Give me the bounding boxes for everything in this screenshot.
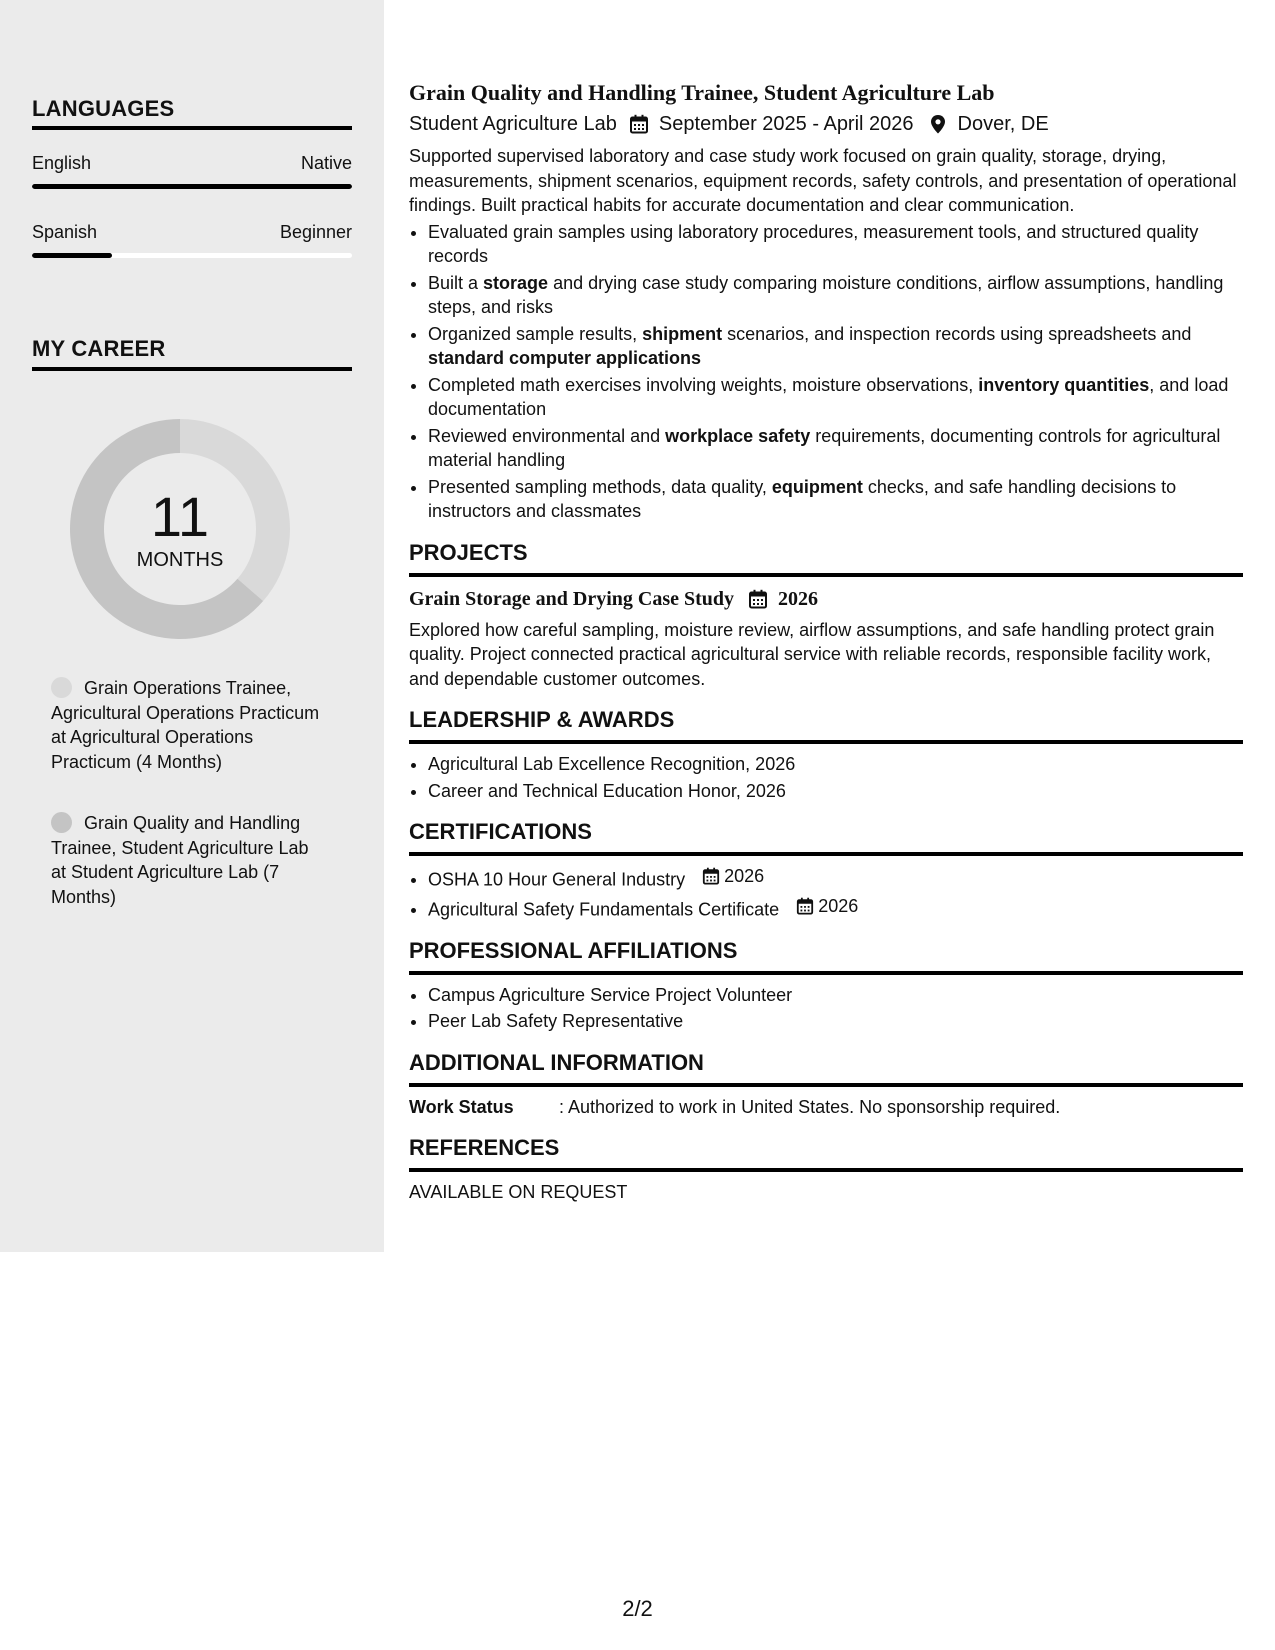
leadership-item: • Career and Technical Education Honor, 2026 [428,779,1243,804]
legend-dot-icon [51,677,72,698]
job-summary: Supported supervised laboratory and case study work focused on grain quality, storage, drying, measurements, shipment scenarios, equipment records, safety controls, and presentation of operational findings. Built practical habits for accurate documentation and clear communication. [409,146,1237,215]
job-company: Student Agriculture Lab [409,113,617,135]
job-dates: September 2025 - April 2026 [658,113,914,135]
certifications-rule [409,852,1243,856]
affiliations-heading: PROFESSIONAL AFFILIATIONS [409,937,738,963]
calendar-icon [748,589,768,609]
references-heading: REFERENCES [409,1134,560,1160]
languages-rule [32,126,352,130]
job-bullet [428,424,1243,473]
affiliations-rule [409,971,1243,975]
certification-name: OSHA 10 Hour General Industry [428,869,686,890]
career-item-text: Grain Quality and Handling Trainee, Student Agriculture Lab at Student Agriculture Lab (7 Months) [51,813,309,907]
work-status-key: Work Status [409,1096,514,1117]
bullet-keyword: shipment [642,323,723,344]
career-donut-chart [66,415,294,643]
language-bar-fill [32,184,352,189]
projects-heading: PROJECTS [409,539,528,565]
bullet-text: scenarios, and inspection records using spreadsheets and [722,323,1192,344]
bullet-keyword: storage [483,272,549,293]
certifications-list [409,864,1243,922]
language-bar-fill [32,253,112,258]
language-english [32,153,352,174]
page-number: 2/2 [622,1596,653,1621]
bullet-text: Evaluated grain samples using laboratory procedures, measurement tools, and structured quality records [428,221,1199,266]
job-bullet [428,271,1243,320]
legend-dot-icon [51,812,72,833]
references-text: AVAILABLE ON REQUEST [409,1181,628,1202]
language-bar-spanish [32,253,352,258]
language-name: English [32,153,92,173]
bullet-text: Reviewed environmental and [428,425,666,446]
project-title-row [409,585,1243,613]
career-item [51,676,326,774]
certification-year: 2026 [818,895,859,916]
additional-heading: ADDITIONAL INFORMATION [409,1049,704,1075]
leadership-item: • Agricultural Lab Excellence Recognition, 2026 [428,752,1243,777]
bullet-text: and drying case study comparing moisture conditions, airflow assumptions, handling steps, and risks [428,272,1224,317]
bullet-text: Presented sampling methods, data quality, [428,476,772,497]
bullet-text: Completed math exercises involving weights, moisture observations, [428,374,979,395]
job-meta [409,109,1243,139]
language-level: Beginner [279,222,352,242]
bullet-keyword: workplace safety [665,425,811,446]
job-title: Grain Quality and Handling Trainee, Student Agriculture Lab [409,80,995,105]
job-location: Dover, DE [957,113,1049,135]
bullet-keyword: inventory quantities [978,374,1150,395]
job-bullet [428,322,1243,371]
language-spanish [32,222,352,243]
bullet-text: Built a [428,272,484,293]
certification-date [796,894,858,919]
certification-item [428,894,1243,922]
language-name: Spanish [32,222,98,242]
bullet-keyword: equipment [771,476,863,497]
leadership-rule [409,740,1243,744]
job-bullets [409,220,1243,524]
career-rule [32,367,352,371]
bullet-keyword: standard computer applications [428,348,702,368]
project-name: Grain Storage and Drying Case Study [409,587,735,610]
certifications-heading: CERTIFICATIONS [409,819,592,844]
work-status-row [409,1095,1243,1119]
affiliation-item: • Campus Agriculture Service Project Volunteer [428,983,1243,1008]
project-year: 2026 [778,587,819,610]
language-level: Native [300,153,352,173]
job-bullet [428,475,1243,524]
references-rule [409,1168,1243,1172]
work-status-value: : Authorized to work in United States. No sponsorship required. [559,1096,1061,1117]
bullet-text: requirements, documenting controls for agricultural material handling [428,425,1221,470]
additional-rule [409,1083,1243,1087]
career-total-unit: MONTHS [136,549,224,571]
affiliations-list [409,983,1243,1034]
calendar-icon [702,867,720,885]
sidebar [0,0,384,1252]
certification-item [428,864,1243,892]
certification-date [702,864,764,889]
career-item [51,811,326,909]
leadership-list [409,752,1243,803]
bullet-text: Organized sample results, [428,323,643,344]
main-content [409,78,1243,1204]
job-bullet [428,373,1243,422]
certification-year: 2026 [724,866,765,886]
bullet-text: checks, and safe handling decisions to instructors and classmates [428,476,1177,521]
certification-name: Agricultural Safety Fundamentals Certificate [428,899,780,919]
location-pin-icon [928,114,948,134]
job-bullet [428,220,1243,269]
career-item-text: Grain Operations Trainee, Agricultural Operations Practicum at Agricultural Operations Practicum (4 Months) [51,678,320,772]
calendar-icon [629,114,649,134]
affiliation-item: • Peer Lab Safety Representative [428,1009,1243,1034]
project-description: Explored how careful sampling, moisture review, airflow assumptions, and safe handling protect grain quality. Project connected practical agricultural service with reliable records, responsible facility work, and dependable customer outcomes. [409,619,1215,689]
languages-heading: LANGUAGES [32,96,175,121]
career-heading: MY CAREER [32,336,166,361]
career-total-number: 11 [150,485,210,548]
leadership-heading: LEADERSHIP & AWARDS [409,707,675,732]
language-bar-english [32,184,352,189]
calendar-icon [796,897,814,915]
projects-rule [409,573,1243,577]
bullet-text: , and load documentation [428,374,1229,419]
